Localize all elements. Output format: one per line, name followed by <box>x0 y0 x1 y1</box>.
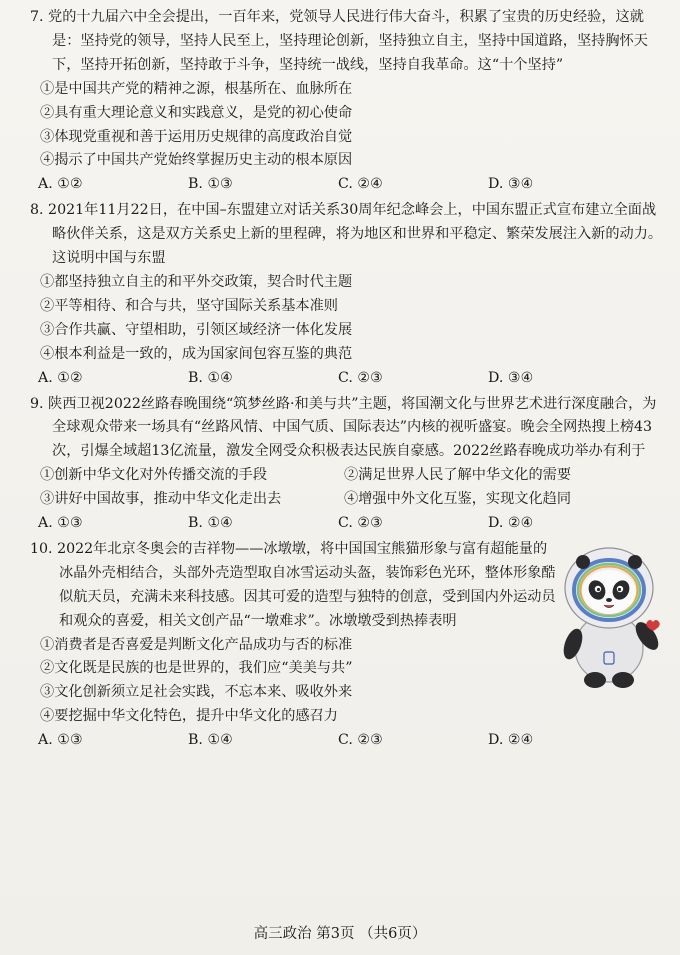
choice-a: A. ①② <box>38 176 83 193</box>
question-9-stem: 9. 陕西卫视2022丝路春晚围绕“筑梦丝路·和美与共”主题，将国潮文化与世界艺术进行深度融合，为全球观众带来一场具有“丝路风情、中国气质、国际表达”内核的视听盛宴。晚会全网热搜上榜43次，引爆全域超13亿流量，激发全网受众积极表达民族自豪感。2022丝路春晚成功举办有利于 <box>30 395 657 460</box>
choice-d: D. ③④ <box>488 176 534 193</box>
choice-b: B. ①③ <box>188 176 233 193</box>
question-10-option-2: ②文化既是民族的也是世界的，我们应“美美与共” <box>40 660 353 677</box>
choice-d: D. ②④ <box>488 732 534 749</box>
question-8-choices <box>30 367 665 391</box>
question-10 <box>30 538 665 753</box>
question-9-option-4: ④增强中外文化互鉴，实现文化趋同 <box>344 491 572 508</box>
question-8-option-2: ②平等相待、和合与共，坚守国际关系基本准则 <box>40 297 338 314</box>
question-7-option-3: ③体现党重视和善于运用历史规律的高度政治自觉 <box>40 128 353 145</box>
choice-a: A. ①③ <box>38 732 83 749</box>
question-7 <box>30 6 665 197</box>
choice-c: C. ②③ <box>338 369 383 386</box>
page-content <box>30 6 665 753</box>
question-7-option-2: ②具有重大理论意义和实践意义，是党的初心使命 <box>40 104 353 121</box>
question-8-option-1: ①都坚持独立自主的和平外交政策，契合时代主题 <box>40 273 353 290</box>
choice-a: A. ①② <box>38 369 83 386</box>
question-8-stem: 8. 2021年11月22日，在中国–东盟建立对话关系30周年纪念峰会上，中国东盟正式宣布建立全面战略伙伴关系，这是双方关系史上新的里程碑，将为地区和世界和平稳定、繁荣发展注入新的动力。这说明中国与东盟 <box>30 202 663 267</box>
question-8 <box>30 199 665 390</box>
question-9-choices <box>30 512 665 536</box>
question-10-option-4: ④要挖掘中华文化特色，提升中华文化的感召力 <box>40 708 338 725</box>
question-9 <box>30 393 665 536</box>
question-9-option-1: ①创新中华文化对外传播交流的手段 <box>40 467 268 484</box>
question-9-option-2: ②满足世界人民了解中华文化的需要 <box>344 467 572 484</box>
question-9-option-3: ③讲好中国故事，推动中华文化走出去 <box>40 491 282 508</box>
question-7-option-4: ④揭示了中国共产党始终掌握历史主动的根本原因 <box>40 152 353 169</box>
choice-a: A. ①③ <box>38 515 83 532</box>
choice-c: C. ②③ <box>338 515 383 532</box>
question-10-option-1: ①消费者是否喜爱是判断文化产品成功与否的标准 <box>40 636 353 653</box>
question-7-choices <box>30 173 665 197</box>
bing-dwen-dwen-mascot-image <box>549 540 669 690</box>
question-8-option-4: ④根本利益是一致的，成为国家间包容互鉴的典范 <box>40 345 353 362</box>
choice-b: B. ①④ <box>188 515 233 532</box>
question-7-option-1: ①是中国共产党的精神之源，根基所在、血脉所在 <box>40 80 353 97</box>
page-footer: 高三政治 第3页 （共6页） <box>253 926 427 942</box>
question-10-choices <box>30 729 665 753</box>
choice-d: D. ②④ <box>488 515 534 532</box>
question-9-options-row-1 <box>30 464 665 488</box>
choice-c: C. ②④ <box>338 176 383 193</box>
question-8-option-3: ③合作共赢、守望相助，引领区域经济一体化发展 <box>40 321 353 338</box>
question-10-stem: 10. 2022年北京冬奥会的吉祥物——冰墩墩，将中国国宝熊猫形象与富有超能量的冰晶外壳相结合，头部外壳造型取自冰雪运动头盔，装饰彩色光环，整体形象酷似航天员，充满未来科技感。因其可爱的造型与独特的创意，受到国内外运动员和观众的喜爱，相关文创产品“一墩难求”。冰墩墩受到热捧表明 <box>30 540 556 629</box>
choice-b: B. ①④ <box>188 732 233 749</box>
choice-c: C. ②③ <box>338 732 383 749</box>
choice-b: B. ①④ <box>188 369 233 386</box>
choice-d: D. ③④ <box>488 369 534 386</box>
question-7-stem: 7. 党的十九届六中全会提出，一百年来，党领导人民进行伟大奋斗，积累了宝贵的历史经验，这就是：坚持党的领导，坚持人民至上，坚持理论创新，坚持独立自主，坚持中国道路，坚持胸怀天下，坚持开拓创新，坚持敢于斗争，坚持统一战线，坚持自我革命。这“十个坚持” <box>30 9 648 73</box>
question-10-option-3: ③文化创新须立足社会实践，不忘本来、吸收外来 <box>40 684 353 701</box>
question-9-options-row-2 <box>30 488 665 512</box>
